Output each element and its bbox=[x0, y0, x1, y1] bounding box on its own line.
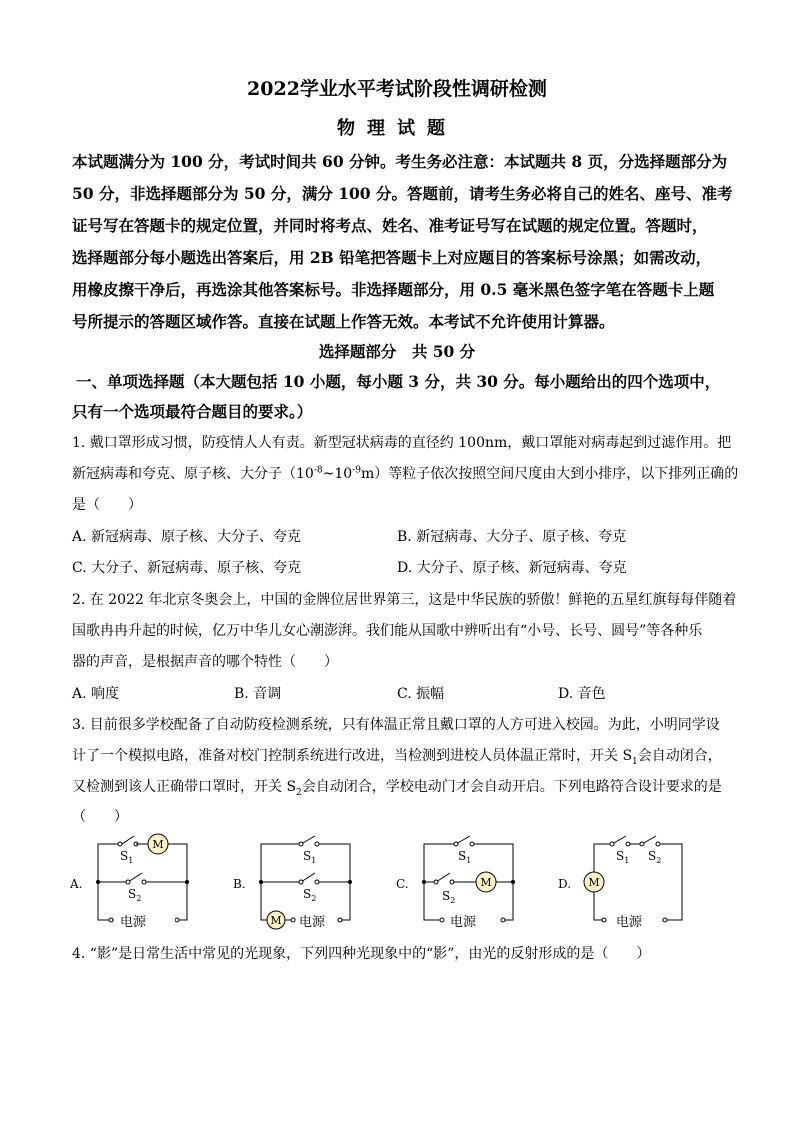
text-span: 又检测到该人正确带口罩时，开关 S bbox=[72, 779, 297, 795]
intro-line: 50 分，非选择题部分为 50 分，满分 100 分。答题前，请考生务必将自己的姓名、座号、准考 bbox=[72, 184, 733, 203]
option-d: D. 音色 bbox=[558, 686, 606, 702]
text-span: 会自动闭合， bbox=[637, 748, 722, 764]
svg-text:M: M bbox=[152, 838, 164, 851]
switch-label: $S_1$ bbox=[616, 849, 630, 865]
option-label: A. bbox=[70, 877, 83, 891]
power-source-label: 电源 bbox=[299, 915, 326, 930]
question-text: （ ） bbox=[72, 809, 128, 825]
question-4-text: 4. “影”是日常生活中常见的光现象，下列四种光现象中的“影”，由光的反射形成的是（ ） bbox=[72, 946, 651, 962]
option-c: C. 大分子、新冠病毒、原子核、夸克 bbox=[72, 560, 302, 576]
switch-label: $S_2$ bbox=[303, 887, 317, 903]
terminal bbox=[291, 918, 295, 922]
option-b: B. 新冠病毒、大分子、原子核、夸克 bbox=[397, 529, 627, 545]
question-text: 2. 在 2022 年北京冬奥会上，中国的金牌位居世界第三，这是中华民族的骄傲！鲜艳的五星红旗每每伴随着 bbox=[72, 592, 737, 608]
switch-label: $S_2$ bbox=[648, 849, 662, 865]
circuit-b-diagram bbox=[233, 830, 358, 932]
switch-contacts bbox=[96, 842, 189, 884]
exponent: -9 bbox=[352, 465, 361, 476]
switch-label: $S_1$ bbox=[458, 849, 472, 865]
page-subtitle: 物理试题 bbox=[337, 118, 457, 139]
terminal bbox=[501, 918, 505, 922]
page-title: 2022学业水平考试阶段性调研检测 bbox=[247, 78, 547, 100]
terminal bbox=[602, 918, 606, 922]
switch-label: $S_1$ bbox=[303, 849, 317, 865]
switch-label: $S_2$ bbox=[128, 887, 142, 903]
option-a: A. 响度 bbox=[72, 686, 120, 702]
section1-instruction: 一、单项选择题（本大题包括 10 小题，每小题 3 分，共 30 分。每小题给出的四个选项中， bbox=[76, 372, 721, 391]
intro-line: 号所提示的答题区域作答。直接在试题上作答无效。本考试不允许使用计算器。 bbox=[72, 312, 615, 331]
terminal bbox=[109, 918, 113, 922]
option-c: C. 振幅 bbox=[397, 686, 445, 702]
intro-line: 证号写在答题卡的规定位置，并同时将考点、姓名、准考证号写在试题的规定位置。答题时， bbox=[72, 216, 708, 235]
text-span: 计了一个模拟电路，准备对校门控制系统进行改进，当检测到进校人员体温正常时，开关 S bbox=[72, 748, 633, 764]
circuit-wires bbox=[424, 836, 513, 920]
question-text bbox=[72, 776, 722, 798]
switch-label: $S_1$ bbox=[120, 849, 134, 865]
intro-line: 选择题部分每小题选出答案后，用 2B 铅笔把答题卡上对应题目的答案标号涂黑；如需改动， bbox=[72, 248, 712, 267]
option-label: D. bbox=[558, 877, 572, 891]
motor-icon bbox=[584, 872, 604, 892]
subscript: 2 bbox=[296, 787, 302, 798]
option-label: C. bbox=[396, 877, 409, 891]
circuit-wires bbox=[594, 836, 682, 920]
text-span: 会自动闭合，学校电动门才会自动开启。下列电路符合设计要求的是 bbox=[301, 779, 722, 795]
circuit-d-diagram bbox=[558, 830, 683, 932]
section-header: 选择题部分 共 50 分 bbox=[318, 342, 476, 361]
circuit-wires bbox=[98, 836, 187, 920]
intro-line: 用橡皮擦干净后，再选涂其他答案标号。非选择题部分，用 0.5 毫米黑色签字笔在答题卡上题 bbox=[72, 280, 715, 299]
terminal bbox=[175, 918, 179, 922]
exponent: -8 bbox=[313, 465, 323, 476]
question-text: 国歌冉冉升起的时候，亿万中华儿女心潮澎湃。我们能从国歌中辨听出有“小号、长号、圆号”等各种乐 bbox=[72, 623, 703, 639]
text-span: 新冠病毒和夸克、原子核、大分子（10 bbox=[72, 466, 314, 482]
option-a: A. 新冠病毒、原子核、大分子、夸克 bbox=[72, 529, 302, 545]
motor-icon bbox=[267, 911, 285, 929]
question-text: 1. 戴口罩形成习惯，防疫情人人有责。新型冠状病毒的直径约 100nm，戴口罩能对病毒起到过滤作用。把 bbox=[72, 435, 732, 451]
option-d: D. 大分子、原子核、新冠病毒、夸克 bbox=[397, 560, 627, 576]
circuit-a-diagram bbox=[70, 830, 195, 932]
motor-icon bbox=[476, 872, 496, 892]
subscript: 1 bbox=[632, 756, 638, 767]
question-text: 器的声音，是根据声音的哪个特性（ ） bbox=[72, 654, 338, 670]
terminal bbox=[440, 918, 444, 922]
question-text bbox=[72, 463, 738, 483]
power-source-label: 电源 bbox=[616, 915, 643, 930]
option-b: B. 音调 bbox=[234, 686, 282, 702]
intro-line: 本试题满分为 100 分，考试时间共 60 分钟。考生务必注意：本试题共 8 页，分选择题部分为 bbox=[72, 152, 728, 171]
circuit-c-diagram bbox=[396, 830, 521, 932]
svg-text:M: M bbox=[270, 914, 282, 927]
option-label: B. bbox=[233, 877, 246, 891]
switch-label: $S_2$ bbox=[442, 889, 456, 905]
terminal bbox=[338, 918, 342, 922]
motor-icon bbox=[148, 834, 168, 854]
text-span: m）等粒子依次按照空间尺度由大到小排序，以下排列正确的 bbox=[360, 466, 739, 482]
svg-text:M: M bbox=[588, 876, 600, 889]
terminal bbox=[663, 918, 667, 922]
question-text: 3. 目前很多学校配备了自动防疫检测系统，只有体温正常且戴口罩的人方可进入校园。为此，小明同学设 bbox=[72, 717, 720, 733]
question-text bbox=[72, 745, 722, 767]
svg-text:M: M bbox=[480, 876, 492, 889]
text-span: ~10 bbox=[322, 466, 353, 482]
power-source-label: 电源 bbox=[450, 915, 477, 930]
section1-instruction: 只有一个选项最符合题目的要求。） bbox=[72, 402, 313, 421]
question-text: 是（ ） bbox=[72, 497, 142, 513]
power-source-label: 电源 bbox=[120, 915, 147, 930]
